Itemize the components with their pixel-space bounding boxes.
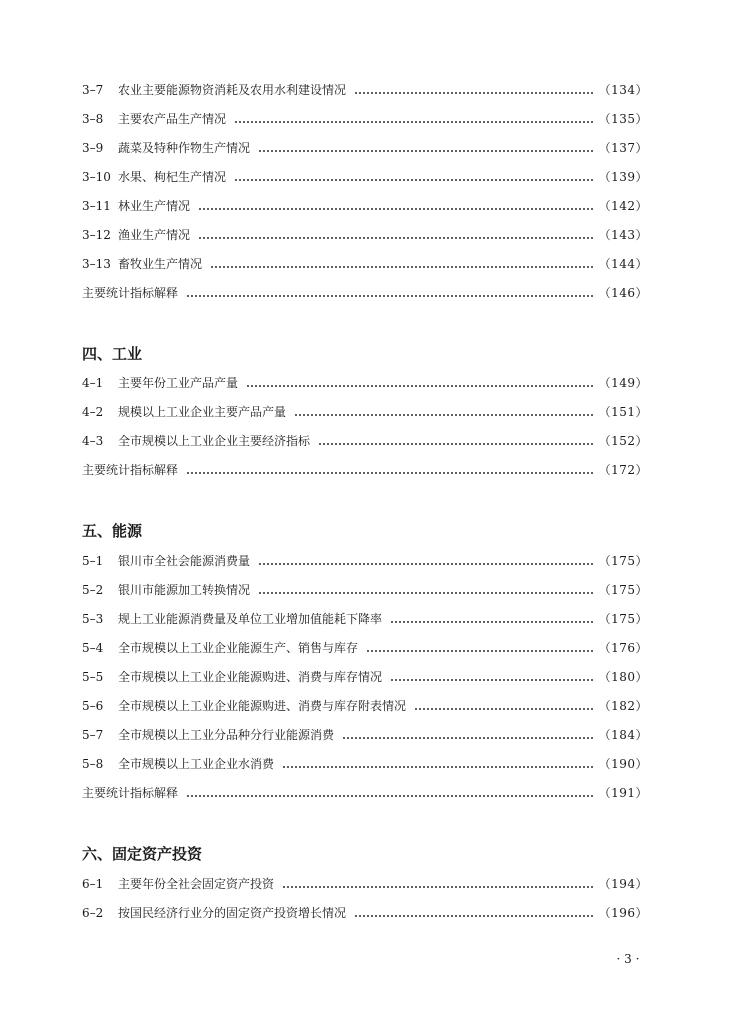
- dot-leader: [246, 373, 593, 393]
- entry-number: 3–11: [82, 199, 111, 213]
- entry-page: （149）: [598, 376, 648, 390]
- dot-leader: [198, 196, 593, 216]
- entry-title: 全市规模以上工业企业水消费: [118, 757, 275, 771]
- toc-entry[interactable]: [82, 638, 648, 658]
- entry-number: 4–2: [82, 405, 104, 419]
- entry-title: 水果、枸杞生产情况: [118, 170, 227, 184]
- entry-page: （180）: [598, 670, 648, 684]
- entry-title: 主要年份全社会固定资产投资: [118, 877, 275, 891]
- entry-title: 主要统计指标解释: [82, 786, 179, 800]
- entry-title: 全市规模以上工业企业主要经济指标: [118, 434, 311, 448]
- entry-page: （172）: [598, 463, 648, 477]
- entry-page: （152）: [598, 434, 648, 448]
- dot-leader: [186, 783, 593, 803]
- entry-page: （190）: [598, 757, 648, 771]
- entry-page: （184）: [598, 728, 648, 742]
- entry-page: （142）: [598, 199, 648, 213]
- dot-leader: [258, 551, 593, 571]
- entry-title: 全市规模以上工业企业能源生产、销售与库存: [118, 641, 359, 655]
- dot-leader: [258, 580, 593, 600]
- entry-number: 5–4: [82, 641, 104, 655]
- entry-page: （194）: [598, 877, 648, 891]
- toc-entry[interactable]: [82, 609, 648, 629]
- toc-entry[interactable]: [82, 225, 648, 245]
- entry-page: （175）: [598, 583, 648, 597]
- entry-number: 5–6: [82, 699, 104, 713]
- dot-leader: [366, 638, 593, 658]
- entry-number: 3–8: [82, 112, 104, 126]
- dot-leader: [390, 609, 593, 629]
- toc-entry[interactable]: [82, 254, 648, 274]
- toc-entry-notes[interactable]: [82, 460, 648, 480]
- toc-entry[interactable]: [82, 167, 648, 187]
- section-heading: 四、工业: [82, 345, 143, 363]
- dot-leader: [234, 109, 593, 129]
- entry-page: （135）: [598, 112, 648, 126]
- entry-number: 5–5: [82, 670, 104, 684]
- entry-number: 6–2: [82, 906, 104, 920]
- entry-title: 农业主要能源物资消耗及农用水利建设情况: [118, 83, 347, 97]
- toc-entry[interactable]: [82, 80, 648, 100]
- entry-title: 主要年份工业产品产量: [118, 376, 239, 390]
- entry-page: （191）: [598, 786, 648, 800]
- toc-entry-notes[interactable]: [82, 783, 648, 803]
- entry-page: （144）: [598, 257, 648, 271]
- dot-leader: [294, 402, 593, 422]
- toc-entry[interactable]: [82, 903, 648, 923]
- toc-entry[interactable]: [82, 580, 648, 600]
- dot-leader: [342, 725, 593, 745]
- entry-title: 全市规模以上工业分品种分行业能源消费: [118, 728, 335, 742]
- dot-leader: [318, 431, 593, 451]
- dot-leader: [390, 667, 593, 687]
- entry-title: 银川市能源加工转换情况: [118, 583, 251, 597]
- entry-number: 6–1: [82, 877, 104, 891]
- toc-entry[interactable]: [82, 754, 648, 774]
- entry-page: （182）: [598, 699, 648, 713]
- entry-title: 主要农产品生产情况: [118, 112, 227, 126]
- entry-number: 3–12: [82, 228, 111, 242]
- entry-page: （146）: [598, 286, 648, 300]
- entry-number: 3–9: [82, 141, 104, 155]
- entry-page: （175）: [598, 554, 648, 568]
- toc-entry[interactable]: [82, 402, 648, 422]
- toc-entry[interactable]: [82, 431, 648, 451]
- toc-entry[interactable]: [82, 725, 648, 745]
- entry-title: 银川市全社会能源消费量: [118, 554, 251, 568]
- entry-title: 林业生产情况: [118, 199, 191, 213]
- entry-title: 全市规模以上工业企业能源购进、消费与库存附表情况: [118, 699, 407, 713]
- dot-leader: [282, 874, 593, 894]
- toc-entry[interactable]: [82, 109, 648, 129]
- entry-number: 5–2: [82, 583, 104, 597]
- toc-entry[interactable]: [82, 196, 648, 216]
- entry-page: （175）: [598, 612, 648, 626]
- toc-entry[interactable]: [82, 667, 648, 687]
- entry-number: 5–8: [82, 757, 104, 771]
- entry-title: 规模以上工业企业主要产品产量: [118, 405, 287, 419]
- entry-title: 全市规模以上工业企业能源购进、消费与库存情况: [118, 670, 383, 684]
- entry-page: （196）: [598, 906, 648, 920]
- entry-title: 规上工业能源消费量及单位工业增加值能耗下降率: [118, 612, 383, 626]
- dot-leader: [282, 754, 593, 774]
- entry-page: （143）: [598, 228, 648, 242]
- section-heading: 六、固定资产投资: [82, 845, 203, 863]
- entry-number: 3–13: [82, 257, 111, 271]
- entry-number: 3–7: [82, 83, 104, 97]
- section-heading: 五、能源: [82, 522, 143, 540]
- entry-title: 主要统计指标解释: [82, 286, 179, 300]
- entry-title: 按国民经济行业分的固定资产投资增长情况: [118, 906, 347, 920]
- dot-leader: [210, 254, 593, 274]
- entry-number: 5–1: [82, 554, 104, 568]
- dot-leader: [186, 460, 593, 480]
- toc-entry[interactable]: [82, 138, 648, 158]
- dot-leader: [414, 696, 593, 716]
- toc-entry[interactable]: [82, 696, 648, 716]
- dot-leader: [354, 80, 593, 100]
- toc-entry-notes[interactable]: [82, 283, 648, 303]
- entry-title: 渔业生产情况: [118, 228, 191, 242]
- entry-number: 3–10: [82, 170, 111, 184]
- toc-entry[interactable]: [82, 551, 648, 571]
- entry-title: 蔬菜及特种作物生产情况: [118, 141, 251, 155]
- entry-page: （134）: [598, 83, 648, 97]
- entry-number: 4–1: [82, 376, 104, 390]
- dot-leader: [354, 903, 593, 923]
- entry-number: 5–3: [82, 612, 104, 626]
- page-number-footer: · 3 ·: [616, 952, 640, 966]
- dot-leader: [198, 225, 593, 245]
- entry-title: 畜牧业生产情况: [118, 257, 203, 271]
- dot-leader: [258, 138, 593, 158]
- entry-number: 5–7: [82, 728, 104, 742]
- toc-entry[interactable]: [82, 874, 648, 894]
- entry-title: 主要统计指标解释: [82, 463, 179, 477]
- entry-page: （137）: [598, 141, 648, 155]
- entry-page: （151）: [598, 405, 648, 419]
- entry-page: （176）: [598, 641, 648, 655]
- entry-number: 4–3: [82, 434, 104, 448]
- entry-page: （139）: [598, 170, 648, 184]
- toc-entry[interactable]: [82, 373, 648, 393]
- dot-leader: [234, 167, 593, 187]
- dot-leader: [186, 283, 593, 303]
